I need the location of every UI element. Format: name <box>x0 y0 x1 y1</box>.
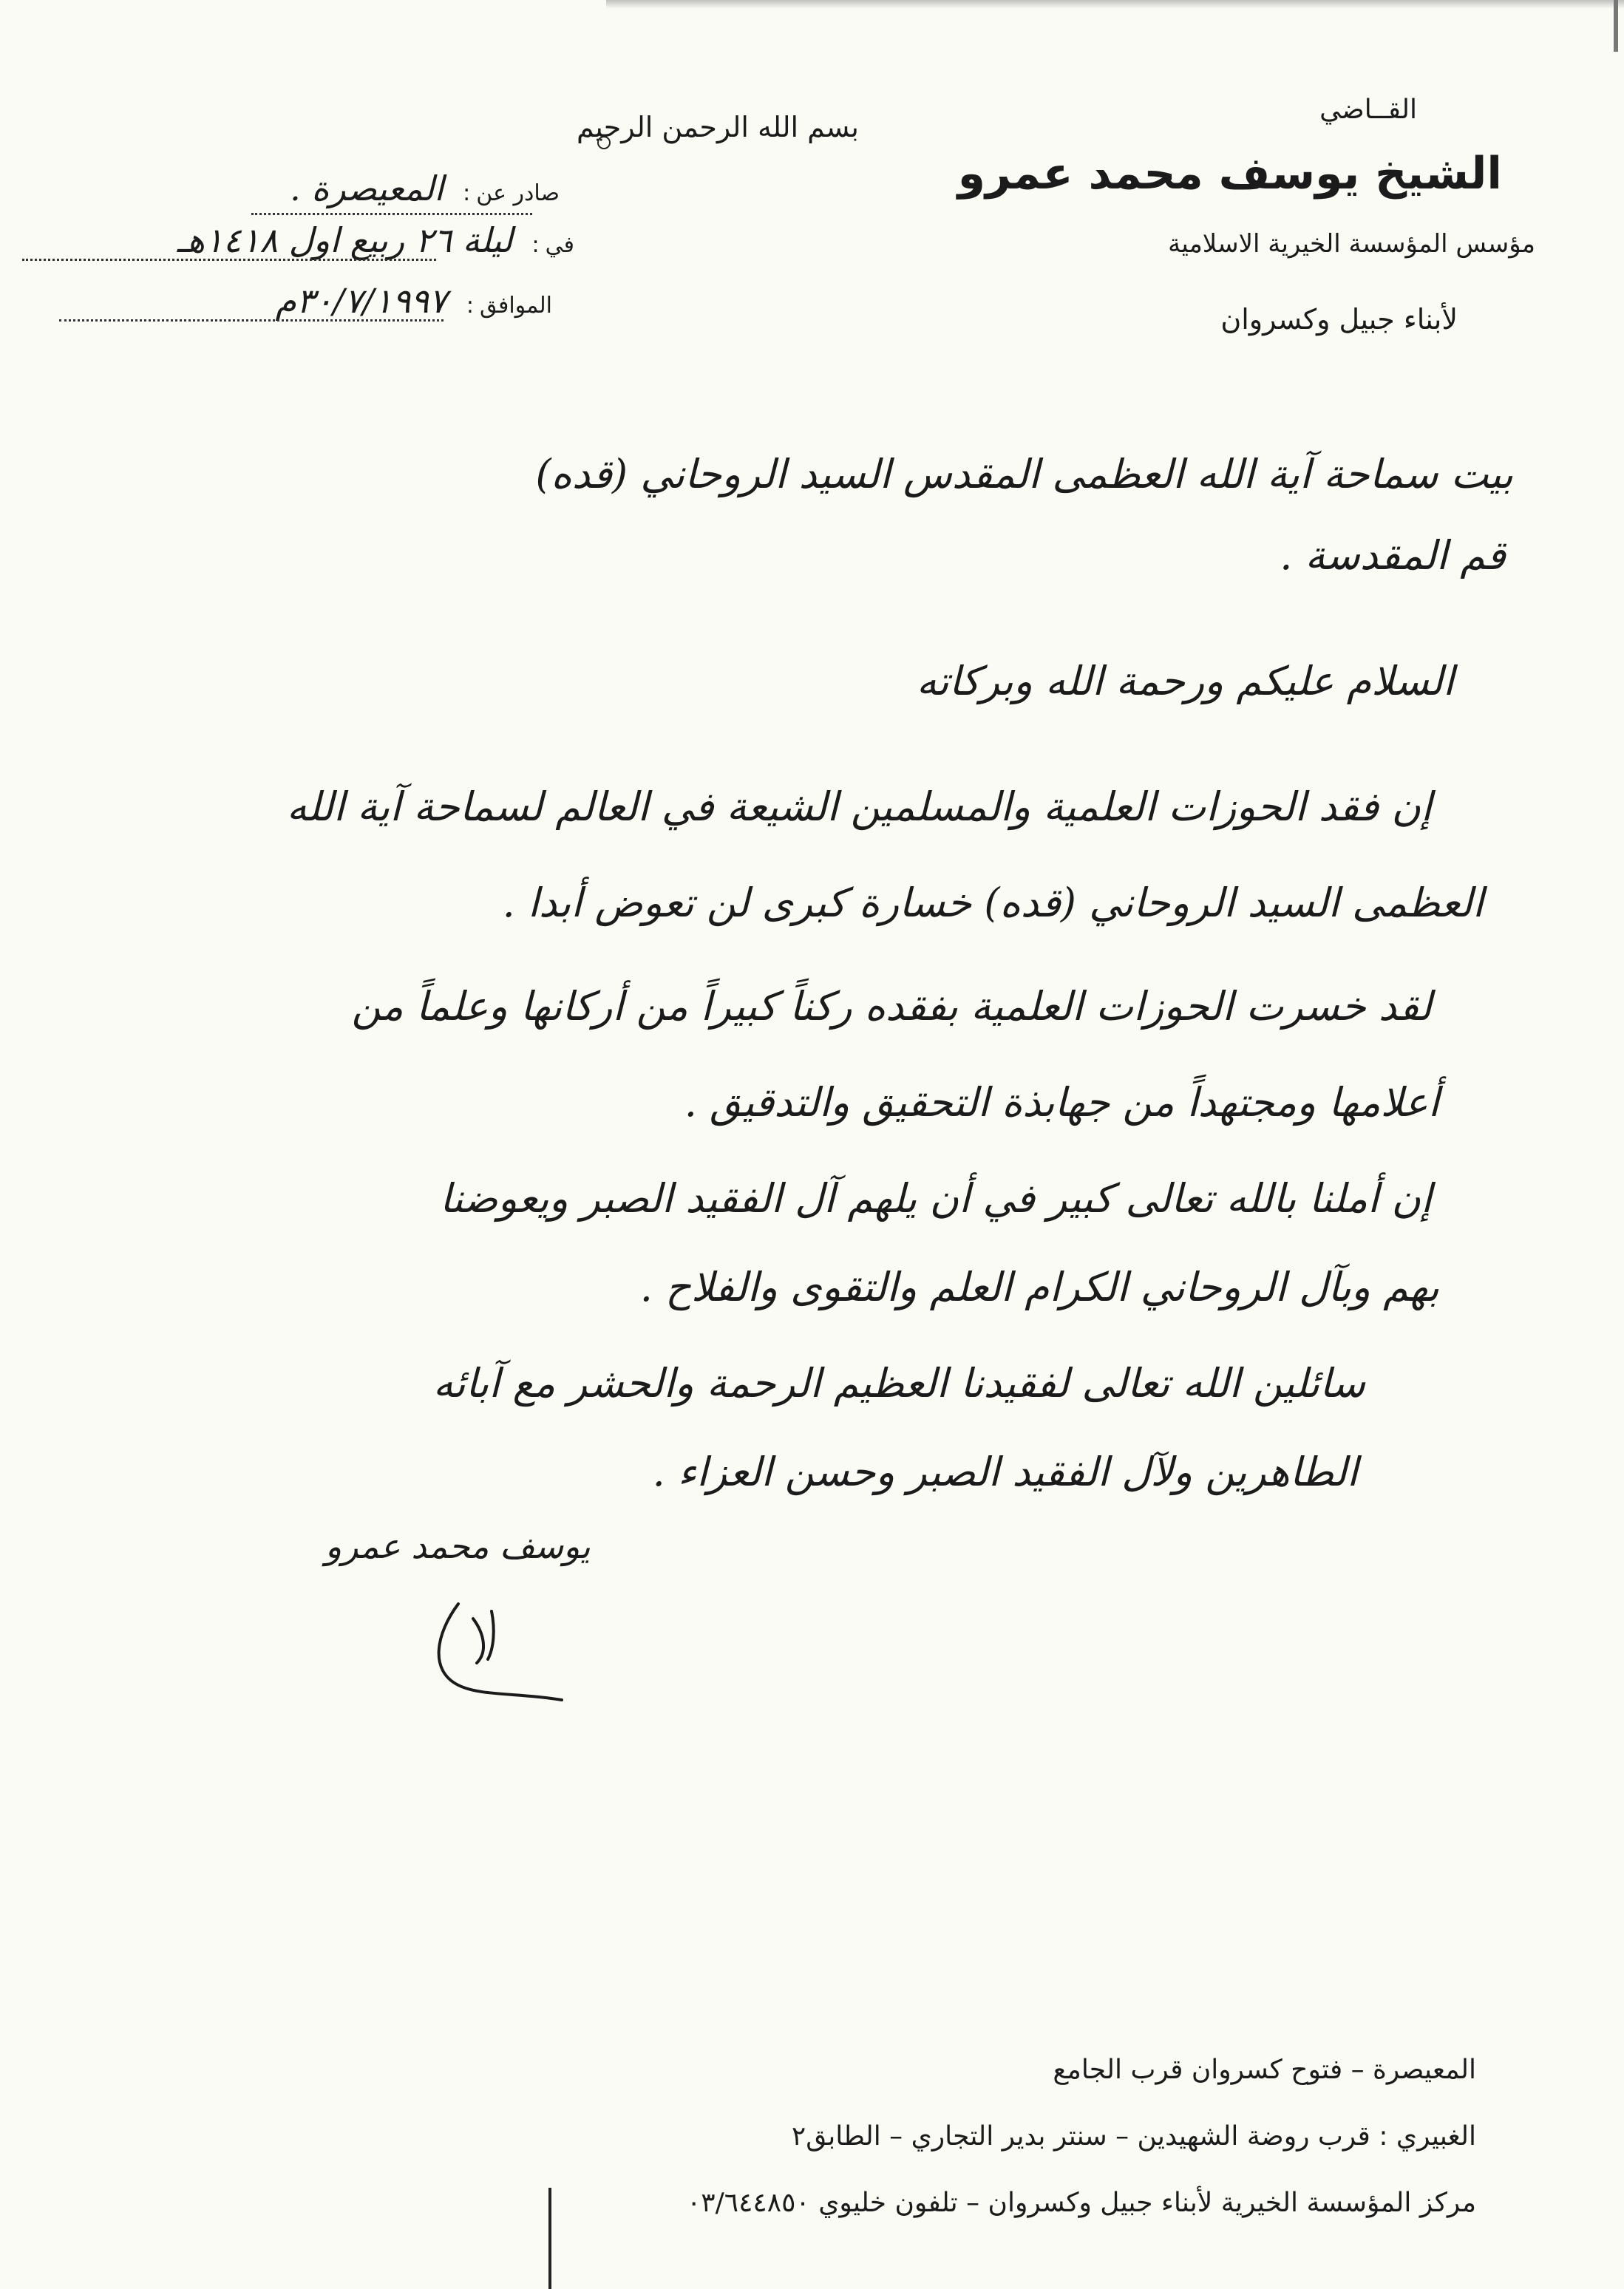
footer-address-3: مركز المؤسسة الخيرية لأبناء جبيل وكسروان – تلفون خليوي ٠٣/٦٤٤٨٥٠ <box>686 2188 1476 2218</box>
addressee-line-1: بيت سماحة آية الله العظمى المقدس السيد الروحاني (قده) <box>535 451 1513 497</box>
corresponding-label: الموافق <box>479 293 552 319</box>
on-date-row: في : ليلة ٢٦ ربيع اول ١٤١٨هـ <box>177 220 574 260</box>
signature-name: يوسف محمد عمرو <box>325 1526 591 1566</box>
scan-right-edge <box>1614 0 1618 52</box>
founder-title: مؤسس المؤسسة الخيرية الاسلامية <box>1168 229 1535 259</box>
footer-address-2: الغبيري : قرب روضة الشهيدين – سنتر بدير التجاري – الطابق٢ <box>791 2121 1476 2152</box>
paragraph-1-line-1: إن فقد الحوزات العلمية والمسلمين الشيعة في العالم لسماحة آية الله <box>286 783 1432 830</box>
corresponding-value: ٣٠/٧/١٩٩٧م <box>275 281 447 321</box>
paragraph-4-line-2: الطاهرين ولآل الفقيد الصبر وحسن العزاء . <box>652 1449 1358 1495</box>
basmala: بسم الله الرحمن الرحيم <box>577 111 859 143</box>
judge-name: الشيخ يوسف محمد عمرو <box>957 148 1502 200</box>
footer-margin-line <box>548 2188 551 2289</box>
issued-from-label: صادر عن <box>476 180 560 206</box>
letter-body <box>109 0 1513 2289</box>
paragraph-3-line-2: بهم وبآل الروحاني الكرام العلم والتقوى والفلاح . <box>639 1264 1439 1310</box>
on-date-value: ليلة ٢٦ ربيع اول ١٤١٨هـ <box>177 220 513 260</box>
footer-address-1: المعيصرة – فتوح كسروان قرب الجامع <box>1053 2055 1476 2085</box>
paragraph-2-line-1: لقد خسرت الحوزات العلمية بفقده ركناً كبيراً من أركانها وعلماً من <box>351 983 1432 1030</box>
for-people-title: لأبناء جبيل وكسروان <box>1220 303 1458 336</box>
paragraph-4-line-1: سائلين الله تعالى لفقيدنا العظيم الرحمة والحشر مع آبائه <box>432 1360 1365 1407</box>
issued-from-value: المعيصرة . <box>290 169 444 208</box>
paragraph-1-line-2: العظمى السيد الروحاني (قده) خسارة كبرى لن تعوض أبدا . <box>502 880 1484 926</box>
paragraph-3-line-1: إن أملنا بالله تعالى كبير في أن يلهم آل الفقيد الصبر ويعوضنا <box>439 1175 1432 1222</box>
addressee-line-2: قم المقدسة . <box>1280 532 1506 579</box>
issued-from-row: صادر عن : المعيصرة . <box>290 169 560 208</box>
corresponding-row: الموافق : ٣٠/٧/١٩٩٧م <box>275 281 552 321</box>
signature-scribble-icon <box>414 1589 591 1707</box>
greeting: السلام عليكم ورحمة الله وبركاته <box>916 658 1454 704</box>
judge-label: القــاضي <box>1319 95 1417 125</box>
paragraph-2-line-2: أعلامها ومجتهداً من جهابذة التحقيق والتدقيق . <box>684 1079 1439 1126</box>
on-date-label: في <box>545 232 574 258</box>
